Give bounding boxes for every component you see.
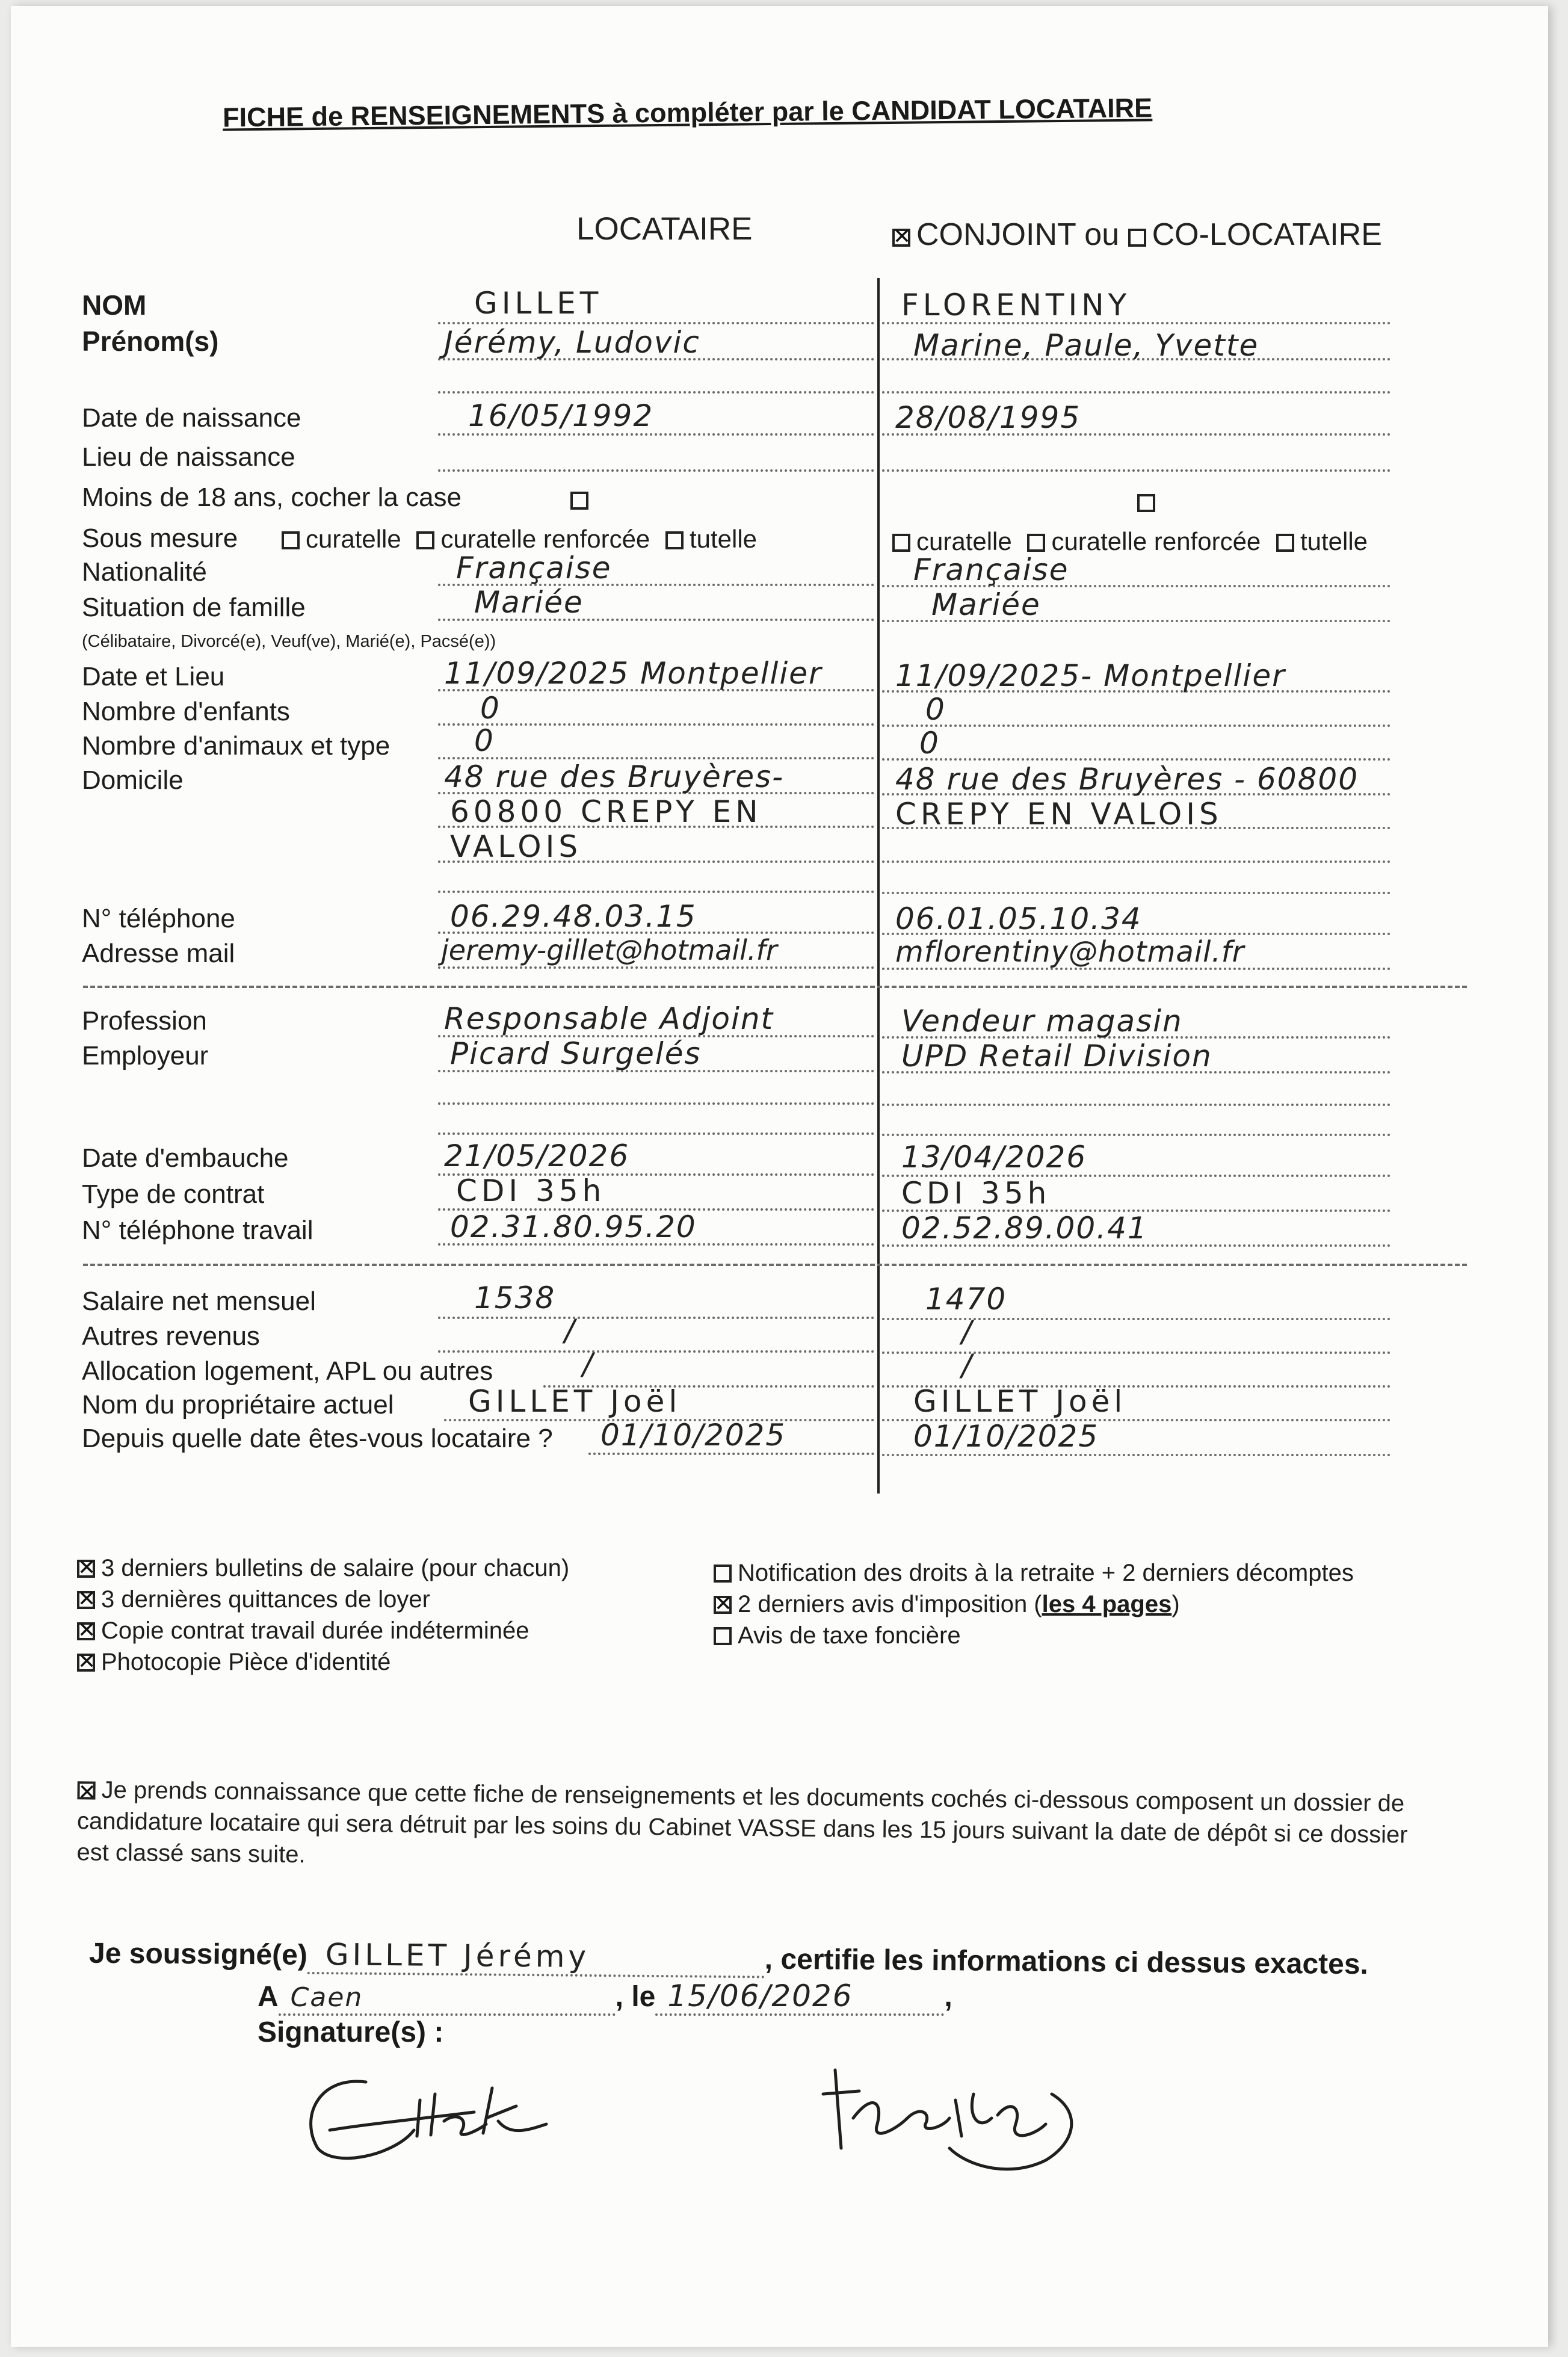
curatelle-checkbox[interactable] — [892, 534, 910, 552]
mesure-options-conjoint: curatelle curatelle renforcée tutelle — [892, 527, 1368, 556]
label-adresse-mail: Adresse mail — [82, 939, 235, 968]
consent-checkbox[interactable] — [77, 1781, 95, 1799]
column-divider — [877, 278, 880, 1494]
section-divider — [83, 1264, 1467, 1266]
label-nombre-animaux: Nombre d'animaux et type — [82, 731, 390, 761]
conjoint-domicile-1: 48 rue des Bruyères - 60800 — [895, 762, 1359, 797]
column-header-conjoint: ✕ CONJOINT ou CO-LOCATAIRE — [892, 217, 1382, 253]
label-lieu-naissance: Lieu de naissance — [82, 442, 295, 472]
locataire-situation: Mariée — [474, 585, 584, 620]
locataire-email: jeremy-gillet@hotmail.fr — [441, 934, 777, 966]
signatures-label: Signature(s) : — [258, 2016, 444, 2048]
certification-name: GILLET Jérémy — [325, 1937, 590, 1974]
label-date-naissance: Date de naissance — [82, 403, 301, 433]
label-depuis: Depuis quelle date êtes-vous locataire ? — [82, 1424, 553, 1453]
label-prenom: Prénom(s) — [82, 326, 219, 357]
label-sous-mesure: Sous mesure — [82, 524, 238, 553]
conjoint-telephone: 06.01.05.10.34 — [895, 901, 1142, 936]
locataire-autres-revenus: / — [564, 1313, 576, 1348]
label-proprietaire: Nom du propriétaire actuel — [82, 1390, 394, 1419]
curatelle-checkbox[interactable] — [282, 531, 300, 549]
curatelle-renforcee-checkbox[interactable] — [416, 531, 434, 549]
label-autres-revenus: Autres revenus — [82, 1321, 260, 1351]
label-domicile: Domicile — [82, 765, 184, 795]
locataire-domicile-3: VALOIS — [450, 829, 582, 864]
doc-checkbox[interactable] — [77, 1622, 95, 1640]
conjoint-date-naissance: 28/08/1995 — [895, 400, 1081, 435]
locataire-date-embauche: 21/05/2026 — [444, 1138, 630, 1173]
doc-quittances[interactable]: ✕3 dernières quittances de loyer — [77, 1586, 430, 1613]
locataire-nationalite: Française — [456, 551, 612, 585]
label-telephone: N° téléphone — [82, 904, 235, 933]
doc-checkbox[interactable] — [714, 1596, 732, 1614]
conjoint-domicile-2: CREPY EN VALOIS — [895, 797, 1223, 832]
column-header-locataire: LOCATAIRE — [576, 211, 753, 247]
doc-bulletins[interactable]: ✕3 derniers bulletins de salaire (pour chacun) — [77, 1555, 569, 1582]
locataire-type-contrat: CDI 35h — [456, 1173, 606, 1208]
conjoint-employeur: UPD Retail Division — [901, 1039, 1212, 1073]
tutelle-checkbox[interactable] — [1276, 534, 1294, 552]
doc-checkbox[interactable] — [77, 1591, 95, 1609]
label-tel-travail: N° téléphone travail — [82, 1216, 313, 1245]
locataire-proprietaire: GILLET Joël — [468, 1384, 682, 1419]
form-title: FICHE de RENSEIGNEMENTS à compléter par le CANDIDAT LOCATAIRE — [222, 92, 1153, 133]
locataire-nom: GILLET — [474, 286, 603, 321]
conjoint-tel-travail: 02.52.89.00.41 — [901, 1211, 1148, 1246]
doc-checkbox[interactable] — [77, 1654, 95, 1672]
signature-conjoint — [817, 2058, 1094, 2190]
certification-place-date: A Caen , le 15/06/2026 , — [258, 1979, 952, 2016]
conjoint-email: mflorentiny@hotmail.fr — [895, 935, 1245, 969]
label-profession: Profession — [82, 1006, 207, 1036]
curatelle-renforcee-checkbox[interactable] — [1027, 534, 1045, 552]
conjoint-salaire: 1470 — [925, 1282, 1007, 1317]
signature-locataire — [294, 2064, 570, 2172]
certification-place: Caen — [290, 1982, 363, 2013]
doc-avis-imposition[interactable]: ✕2 derniers avis d'imposition (les 4 pages) — [714, 1591, 1180, 1618]
minor-checkbox-conjoint[interactable] — [1137, 487, 1161, 516]
minor-checkbox-locataire[interactable] — [570, 485, 594, 514]
colocataire-checkbox[interactable] — [1128, 229, 1146, 247]
conjoint-animaux: 0 — [919, 726, 940, 761]
application-form-sheet — [11, 6, 1548, 2347]
doc-identite[interactable]: ✕Photocopie Pièce d'identité — [77, 1649, 390, 1676]
locataire-domicile-1: 48 rue des Bruyères- — [444, 759, 785, 794]
conjoint-prenom: Marine, Paule, Yvette — [913, 328, 1259, 363]
conjoint-nom: FLORENTINY — [901, 288, 1131, 323]
mesure-options-locataire: curatelle curatelle renforcée tutelle — [282, 525, 757, 554]
tutelle-checkbox[interactable] — [665, 531, 684, 549]
doc-contrat[interactable]: ✕Copie contrat travail durée indéterminée — [77, 1617, 529, 1645]
locataire-salaire: 1538 — [474, 1280, 556, 1315]
section-divider — [83, 986, 1467, 988]
conjoint-proprietaire: GILLET Joël — [913, 1384, 1127, 1419]
conjoint-checkbox[interactable] — [892, 229, 910, 247]
certification-line: Je soussigné(e) GILLET Jérémy , certifie les informations ci dessus exactes. — [88, 1937, 1369, 1981]
doc-checkbox[interactable] — [714, 1565, 732, 1583]
conjoint-type-contrat: CDI 35h — [901, 1176, 1051, 1211]
conjoint-allocation: / — [961, 1348, 973, 1383]
certification-date: 15/06/2026 — [667, 1979, 853, 2013]
label-situation-options: (Célibataire, Divorcé(e), Veuf(ve), Marié(e), Pacsé(e)) — [82, 632, 496, 651]
label-type-contrat: Type de contrat — [82, 1179, 265, 1209]
locataire-employeur: Picard Surgelés — [450, 1036, 702, 1071]
locataire-telephone: 06.29.48.03.15 — [450, 899, 697, 934]
conjoint-autres-revenus: / — [961, 1314, 973, 1349]
conjoint-profession: Vendeur magasin — [901, 1004, 1183, 1039]
locataire-profession: Responsable Adjoint — [444, 1001, 774, 1036]
consent-paragraph: ✕Je prends connaissance que cette fiche de renseignements et les documents cochés ci-dessous composent un dossier de candidature locataire qui sera détruit par les soins du Cabinet VASSE dans les 15 jours suivant la date de dépôt si ce dossier est classé sans suite. — [76, 1774, 1425, 1882]
conjoint-date-embauche: 13/04/2026 — [901, 1140, 1087, 1175]
label-nombre-enfants: Nombre d'enfants — [82, 697, 290, 726]
label-employeur: Employeur — [82, 1041, 209, 1070]
locataire-tel-travail: 02.31.80.95.20 — [450, 1209, 697, 1244]
label-date-embauche: Date d'embauche — [82, 1143, 289, 1173]
label-date-lieu: Date et Lieu — [82, 662, 225, 691]
conjoint-situation: Mariée — [931, 587, 1041, 622]
locataire-animaux: 0 — [474, 723, 495, 758]
doc-taxe-fonciere[interactable]: Avis de taxe foncière — [714, 1622, 961, 1649]
doc-checkbox[interactable] — [714, 1627, 732, 1645]
conjoint-depuis: 01/10/2025 — [913, 1419, 1099, 1454]
locataire-prenom: Jérémy, Ludovic — [444, 325, 700, 360]
label-nom: NOM — [82, 289, 147, 321]
locataire-allocation: / — [582, 1347, 594, 1382]
conjoint-date-lieu: 11/09/2025- Montpellier — [895, 658, 1286, 693]
locataire-domicile-2: 60800 CREPY EN — [450, 794, 762, 829]
locataire-depuis: 01/10/2025 — [600, 1418, 786, 1453]
locataire-date-naissance: 16/05/1992 — [468, 398, 654, 433]
label-salaire: Salaire net mensuel — [82, 1287, 316, 1316]
locataire-date-lieu: 11/09/2025 Montpellier — [444, 656, 823, 691]
conjoint-enfants: 0 — [925, 692, 946, 727]
label-moins-18: Moins de 18 ans, cocher la case — [82, 483, 462, 512]
label-situation-famille: Situation de famille — [82, 593, 306, 622]
locataire-enfants: 0 — [480, 691, 501, 726]
label-nationalite: Nationalité — [82, 557, 207, 587]
label-allocation: Allocation logement, APL ou autres — [82, 1356, 493, 1386]
doc-retraite[interactable]: Notification des droits à la retraite + 2 derniers décomptes — [714, 1560, 1354, 1587]
doc-checkbox[interactable] — [77, 1560, 95, 1578]
conjoint-nationalite: Française — [913, 552, 1069, 587]
